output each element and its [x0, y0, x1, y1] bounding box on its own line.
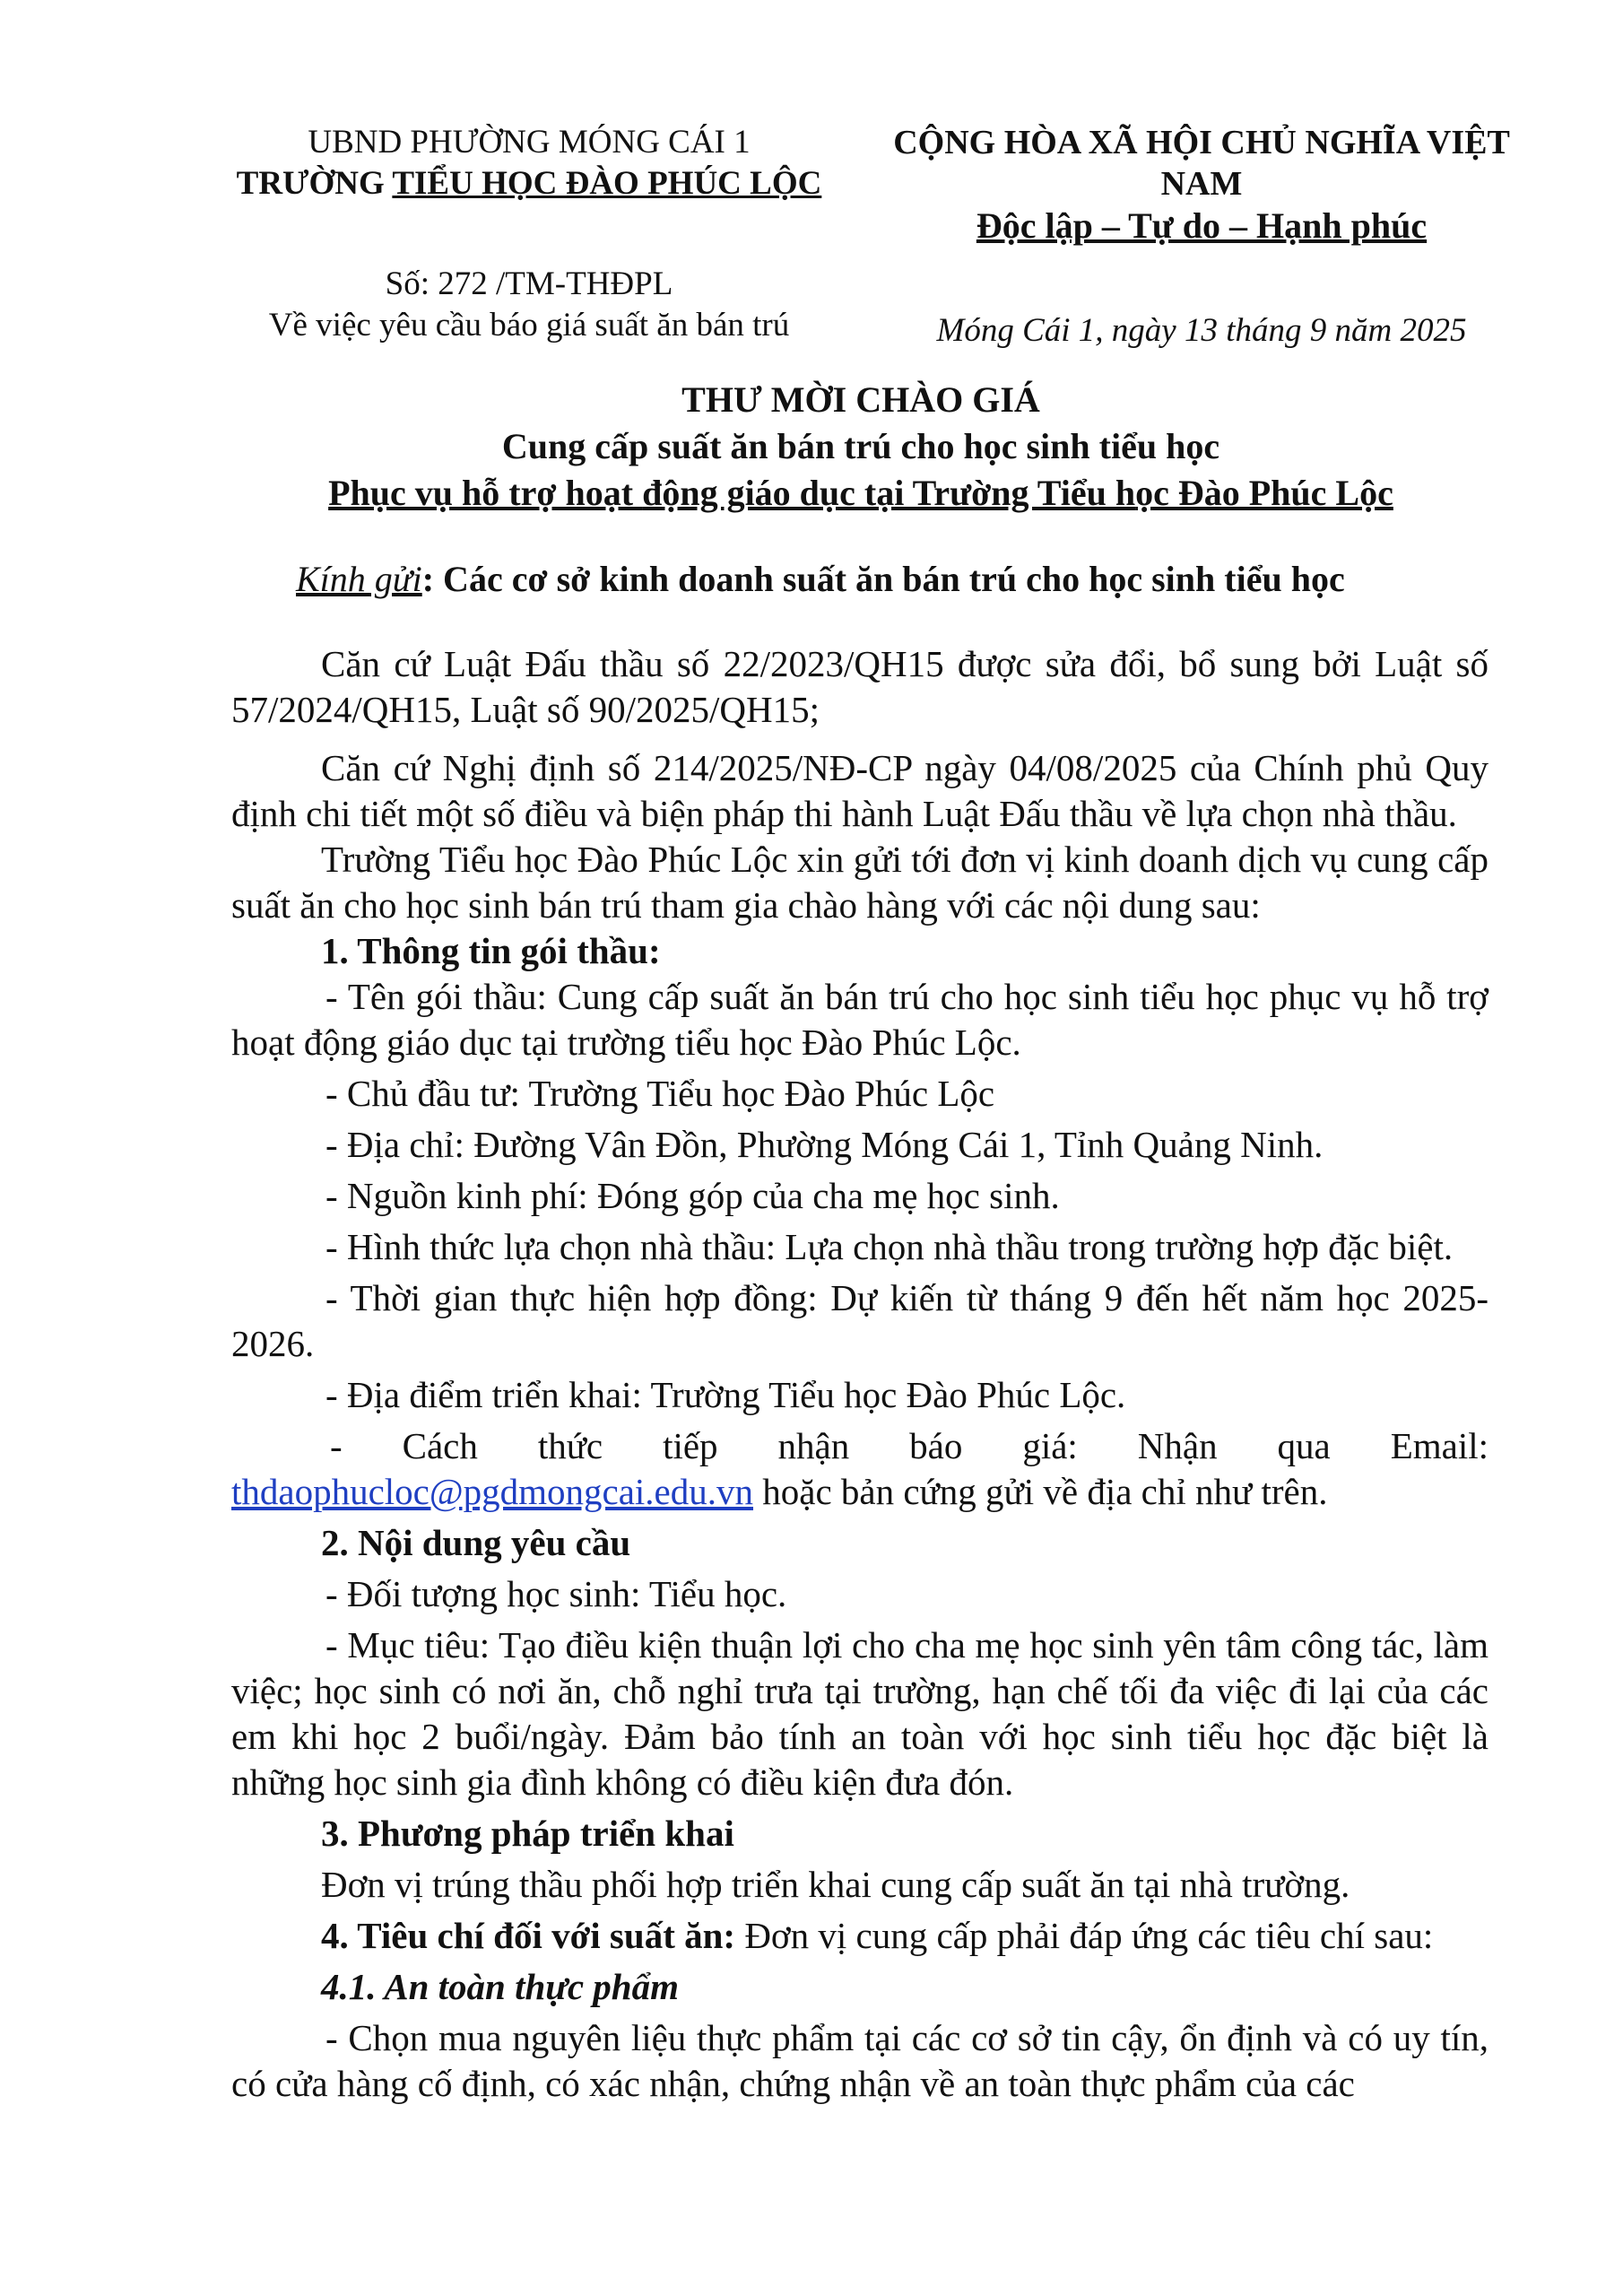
- authority-name: UBND PHƯỜNG MÓNG CÁI 1: [308, 124, 751, 161]
- legal-basis-2: Căn cứ Nghị định số 214/2025/NĐ-CP ngày 04/08/2025 của Chính phủ Quy định chi tiết một số điều và biện pháp thi hành Luật Đấu thầu về lựa chọn nhà thầu.: [231, 747, 1488, 834]
- objective-paragraph: - Mục tiêu: Tạo điều kiện thuận lợi cho cha mẹ học sinh yên tâm công tác, làm việc; học sinh có nơi ăn, chỗ nghỉ trưa tại trường, hạn chế tối đa việc đi lại của các em khi học 2 buổi/ngày. Đảm bảo tính an toàn với học sinh tiểu học đặc biệt là những học sinh gia đình không có điều kiện đưa đón.: [231, 1624, 1488, 1803]
- package-owner: - Chủ đầu tư: Trường Tiểu học Đào Phúc Lộc: [325, 1073, 995, 1114]
- school-name: TRƯỜNG TIỂU HỌC ĐÀO PHÚC LỘC: [236, 165, 822, 202]
- email-link[interactable]: thdaophucloc@pgdmongcai.edu.vn: [231, 1471, 754, 1512]
- package-address: - Địa chỉ: Đường Vân Đồn, Phường Móng Cái 1, Tỉnh Quảng Ninh.: [325, 1124, 1324, 1165]
- section-4-line: 4. Tiêu chí đối với suất ăn: Đơn vị cung cấp phải đáp ứng các tiêu chí sau:: [321, 1915, 1434, 1956]
- document-title: [233, 377, 1488, 517]
- title-line-2: Cung cấp suất ăn bán trú cho học sinh tiểu học: [501, 426, 1220, 466]
- legal-basis-1: Căn cứ Luật Đấu thầu số 22/2023/QH15 được sửa đổi, bổ sung bởi Luật số 57/2024/QH15, Luật số 90/2025/QH15;: [231, 643, 1488, 730]
- issuing-authority-block: [215, 122, 843, 346]
- section-1-heading: 1. Thông tin gói thầu:: [321, 930, 661, 971]
- section-3-text: Đơn vị trúng thầu phối hợp triển khai cung cấp suất ăn tại nhà trường.: [321, 1864, 1350, 1905]
- national-header-block: [852, 122, 1551, 352]
- selection-method: - Hình thức lựa chọn nhà thầu: Lựa chọn nhà thầu trong trường hợp đặc biệt.: [325, 1226, 1454, 1267]
- section-2-heading: 2. Nội dung yêu cầu: [321, 1522, 631, 1563]
- food-safety-paragraph: - Chọn mua nguyên liệu thực phẩm tại các cơ sở tin cậy, ổn định và có uy tín, có cửa hàng cố định, có xác nhận, chứng nhận về an toàn thực phẩm của các: [231, 2017, 1488, 2104]
- document-number: Số: 272 /TM-THĐPL: [385, 265, 673, 302]
- national-motto: Độc lập – Tự do – Hạnh phúc: [976, 205, 1428, 246]
- quote-receipt-email-line: thdaophucloc@pgdmongcai.edu.vn hoặc bản cứng gửi về địa chỉ như trên.: [231, 1471, 1328, 1512]
- title-line-3: Phục vụ hỗ trợ hoạt động giáo dục tại Trường Tiểu học Đào Phúc Lộc: [328, 473, 1393, 513]
- section-3-heading: 3. Phương pháp triển khai: [321, 1813, 734, 1854]
- recipient-line: [296, 556, 1506, 603]
- nation-title: CỘNG HÒA XÃ HỘI CHỦ NGHĨA VIỆT NAM: [893, 124, 1510, 203]
- title-line-1: THƯ MỜI CHÀO GIÁ: [681, 379, 1040, 420]
- invitation-paragraph: Trường Tiểu học Đào Phúc Lộc xin gửi tới đơn vị kinh doanh dịch vụ cung cấp suất ăn cho học sinh bán trú tham gia chào hàng với các nội dung sau:: [231, 839, 1488, 926]
- package-funding: - Nguồn kinh phí: Đóng góp của cha mẹ học sinh.: [325, 1175, 1060, 1216]
- section-4-heading: 4. Tiêu chí đối với suất ăn:: [321, 1915, 736, 1956]
- contract-time: - Thời gian thực hiện hợp đồng: Dự kiến từ tháng 9 đến hết năm học 2025-2026.: [231, 1277, 1488, 1364]
- quote-receipt-line: - Cách thức tiếp nhận báo giá: Nhận qua Email:: [330, 1425, 1488, 1466]
- document-body: [231, 641, 1488, 2107]
- date-place: Móng Cái 1, ngày 13 tháng 9 năm 2025: [936, 312, 1467, 349]
- section-4-1-heading: 4.1. An toàn thực phẩm: [321, 1966, 679, 2007]
- deployment-location: - Địa điểm triển khai: Trường Tiểu học Đào Phúc Lộc.: [325, 1374, 1126, 1415]
- recipient-text: : Các cơ sở kinh doanh suất ăn bán trú cho học sinh tiểu học: [421, 559, 1345, 599]
- package-name: - Tên gói thầu: Cung cấp suất ăn bán trú cho học sinh tiểu học phục vụ hỗ trợ hoạt động giáo dục tại trường tiểu học Đào Phúc Lộc.: [231, 976, 1488, 1063]
- recipient-label: Kính gửi: [296, 559, 422, 599]
- student-target: - Đối tượng học sinh: Tiểu học.: [325, 1573, 787, 1614]
- document-subject: Về việc yêu cầu báo giá suất ăn bán trú: [268, 307, 790, 344]
